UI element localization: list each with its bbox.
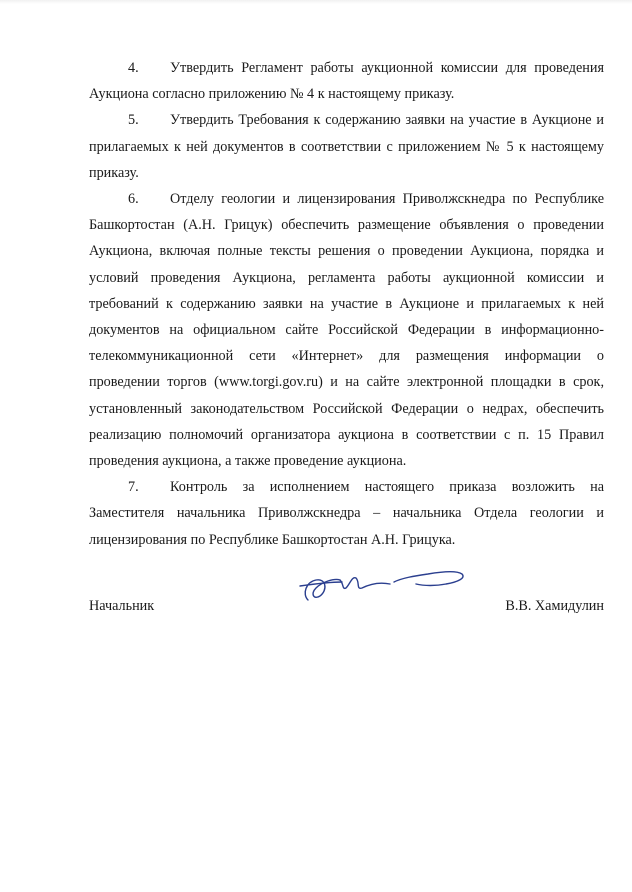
- paragraph-6: [89, 186, 604, 474]
- paragraph-5: [89, 107, 604, 186]
- paragraph-text: Контроль за исполнением настоящего приказа возложить на Заместителя начальника Приволжскнедра – начальника Отдела геологии и лицензирования по Республике Башкортостан А.Н. Грицука.: [89, 479, 604, 548]
- signatory-title: Начальник: [89, 598, 155, 614]
- paragraph-number: 7.: [128, 479, 139, 496]
- paragraph-text: Утвердить Требования к содержанию заявки на участие в Аукционе и прилагаемых к ней документов в соответствии с приложением № 5 к настоящему приказу.: [89, 112, 604, 181]
- signatory-name: В.В. Хамидулин: [505, 598, 604, 614]
- paragraph-number: 4.: [128, 60, 139, 76]
- signature-block: [89, 593, 604, 619]
- paragraph-7: [89, 474, 604, 553]
- scan-edge: [0, 0, 632, 4]
- paragraph-number: 5.: [128, 112, 139, 129]
- paragraph-text: Отделу геологии и лицензирования Приволжскнедра по Республике Башкортостан (А.Н. Грицук) обеспечить размещение объявления о проведении Аукциона, включая полные тексты решения о проведении Аукциона, порядка и условий проведения Аукциона, регламента работы аукционной комиссии и требований к содержанию заявки на участие в Аукционе и прилагаемых к ней документов на официальном сайте Российской Федерации в информационно-телекоммуникационной сети «Интернет» для размещения информации о проведении торгов (www.torgi.gov.ru) и на сайте электронной площадки в срок, установленный законодательством Российской Федерации о недрах, обеспечить реализацию полномочий организатора аукциона в соответствии с п. 15 Правил проведения аукциона, а также проведение аукциона.: [89, 191, 604, 470]
- paragraph-text: Утвердить Регламент работы аукционной комиссии для проведения Аукциона согласно приложению № 4 к настоящему приказу.: [89, 60, 604, 103]
- paragraph-number: 6.: [128, 191, 139, 208]
- document-body: [89, 55, 604, 553]
- paragraph-4: [89, 55, 604, 107]
